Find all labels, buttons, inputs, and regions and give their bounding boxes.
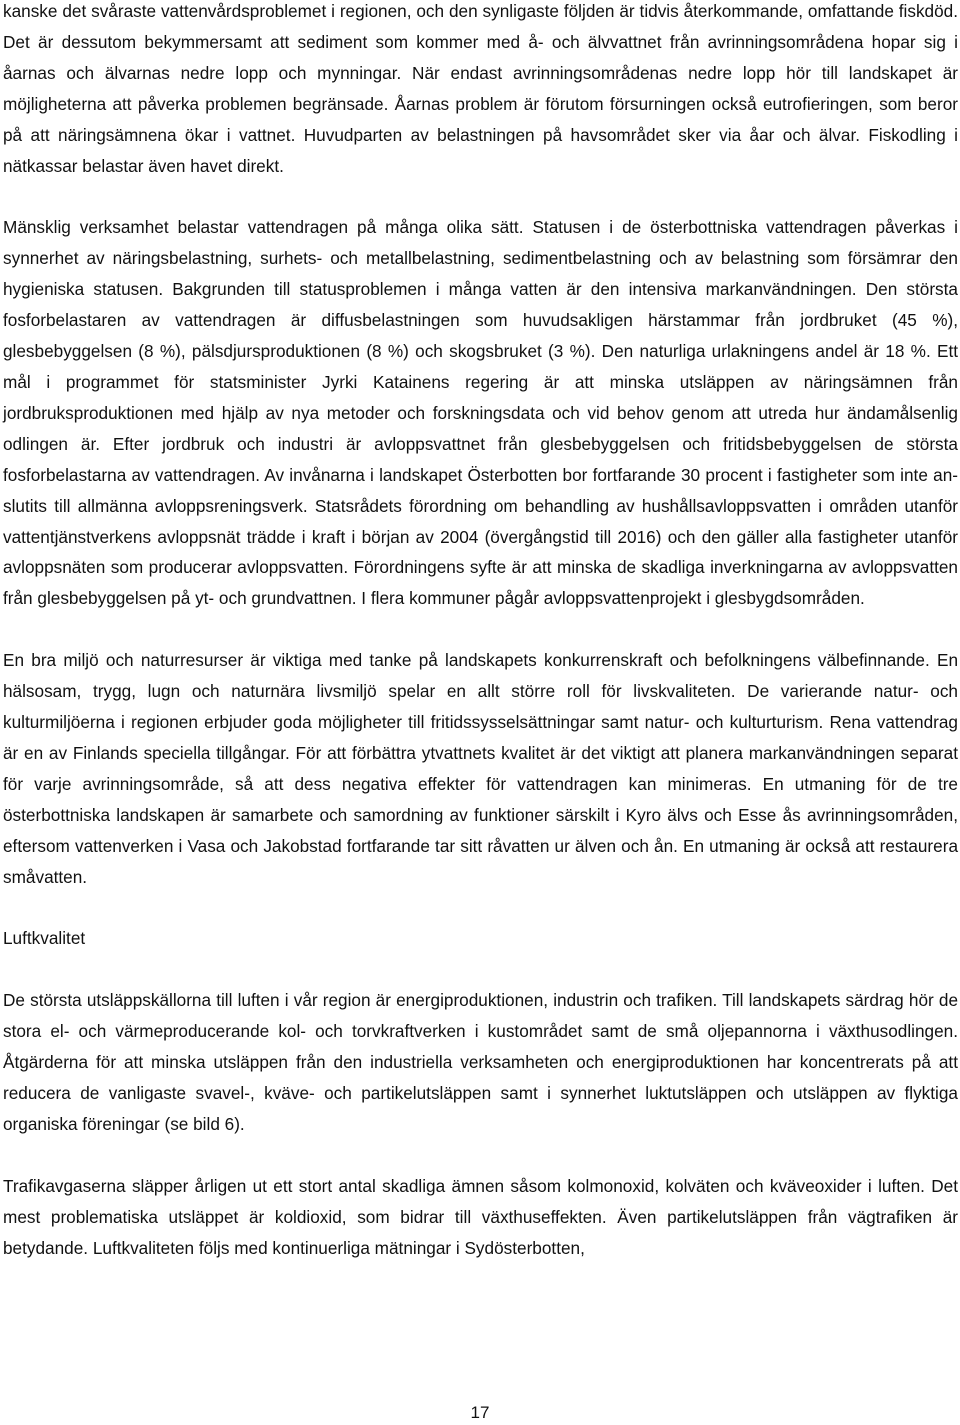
paragraph-human-activity: Mänsklig verksamhet belastar vattendragen på många olika sätt. Statusen i de österbottniska vattendragen påverkas i synnerhet av näringsbelastning, surhets- och metallbelastning, sedimentbelastning och av belastning som försämrar den hygieniska statusen. Bakgrunden till statusproblemen i många vatten är den intensiva markanvändningen. Den största fosforbelastaren av vattendragen är diffusbelastningen som huvudsakligen härstammar från jordbruket (45 %), glesbebyggelsen (8 %), pälsdjursproduktionen (8 %) och skogsbruket (3 %). Den naturliga urlakningens andel är 18 %. Ett mål i programmet för statsminister Jyrki Katainens regering är att minska utsläppen av näringsämnen från jordbruksproduktionen med hjälp av nya metoder och forskningsdata och vid behov genom att utreda hur ändamålsenlig odlingen är. Efter jordbruk och industri är avloppsvattnet från glesbebyggelsen och fritidsbebyggelsen de största fosforbelastarna av vattendragen. Av invånarna i landskapet Österbotten bor fortfarande 30 procent i fastigheter som inte anslutits till allmänna avloppsreningsverk. Statsrådets förordning om behandling av hushållsavloppsvatten i områden utanför vattentjänstverkens avloppsnät trädde i kraft i början av 2004 (övergångstid till 2016) och den gäller alla fastigheter utanför avloppsnäten som producerar avloppsvatten. Förordningens syfte är att minska de skadliga inverkningarna av avloppsvatten från glesbebyggelsen på yt- och grundvattnen. I flera kommuner pågår avloppsvattenprojekt i glesbygdsområden.: [3, 217, 958, 609]
document-page: [3, 0, 958, 1264]
section-heading-luftkvalitet: Luftkvalitet: [3, 928, 86, 949]
paragraph-fish-and-sediment: kanske det svåraste vattenvårdsproblemet i regionen, och den synligaste följden är tidvis återkommande, omfattande fiskdöd. Det är dessutom bekymmersamt att sediment som kommer med å- och älvvattnet från avrinningsområdena hopar sig i åarnas och älvarnas nedre lopp och mynningar. När endast avrinningsområdenas nedre lopp hör till landskapet är möjligheterna att påverka problemen begränsade. Åarnas problem är förutom försurningen också eutrofieringen, som beror på att näringsämnena ökar i vattnet. Huvudparten av belastningen på havsområdet sker via åar och älvar. Fiskodling i nätkassar belastar även havet direkt.: [3, 1, 958, 176]
paragraph-environment-resources: En bra miljö och naturresurser är viktiga med tanke på landskapets konkurrenskraft och befolkningens välbefinnande. En hälsosam, trygg, lugn och naturnära livsmiljö spelar en allt större roll för livskvaliteten. De varierande natur- och kulturmiljöerna i regionen erbjuder goda möjligheter till fritidssysselsättningar samt natur- och kulturturism. Rena vattendrag är en av Finlands speciella tillgångar. För att förbättra ytvattnets kvalitet är det viktigt att planera markanvändningen separat för varje avrinningsområde, så att dess negativa effekter för vattendragen kan minimeras. En utmaning för de tre österbottniska landskapen är samarbete och samordning av funktioner särskilt i Kyro älvs och Esse ås avrinningsområden, eftersom vattenverken i Vasa och Jakobstad fortfarande tar sitt råvatten ur älven och ån. En utmaning är också att restaurera småvatten.: [3, 650, 958, 887]
paragraph-traffic-exhaust: Trafikavgaserna släpper årligen ut ett stort antal skadliga ämnen såsom kolmonoxid, kolväten och kväveoxider i luften. Det mest problematiska utsläppet är koldioxid, som bidrar till växthuseffekten. Även partikelutsläppen från vägtrafiken är betydande. Luftkvaliteten följs med kontinuerliga mätningar i Sydösterbotten,: [3, 1175, 958, 1258]
paragraph-emission-sources: De största utsläppskällorna till luften i vår region är energiproduktionen, industrin och trafiken. Till landskapets särdrag hör de stora el- och värmeproducerande kol- och torvkraftverken i kustområdet samt de små oljepannorna i växthusodlingen. Åtgärderna för att minska utsläppen från den industriella verksamheten och energiproduktionen har koncentrerats på att reducera de vanligaste svavel-, kväve- och partikelutsläppen samt i synnerhet luktutsläppen och utsläppen av flyktiga organiska föreningar (se bild 6).: [3, 990, 958, 1134]
page-number: 17: [470, 1403, 490, 1422]
